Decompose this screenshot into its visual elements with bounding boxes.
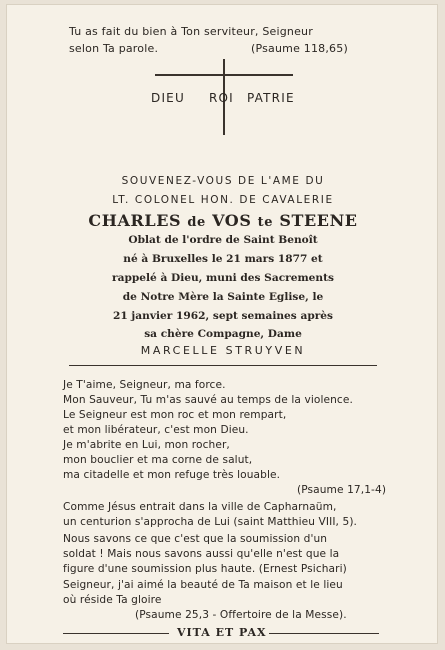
- psalm-line-6: mon bouclier et ma corne de salut,: [63, 454, 253, 466]
- footer-rule-right: [269, 633, 379, 634]
- motto-left: DIEU: [151, 91, 185, 105]
- dedication-line-1: SOUVENEZ-VOUS DE L'AME DU: [121, 175, 325, 187]
- deceased-last-name-2: STEENE: [279, 211, 358, 230]
- bio-line-3: rappelé à Dieu, muni des Sacrements: [112, 272, 334, 284]
- bio-line-6: sa chère Compagne, Dame: [144, 328, 302, 340]
- bio-line-1: Oblat de l'ordre de Saint Benoît: [128, 234, 318, 246]
- jesus-line-2: un centurion s'approcha de Lui (saint Matthieu VIII, 5).: [63, 516, 358, 528]
- psalm-line-2: Mon Sauveur, Tu m'as sauvé au temps de la violence.: [63, 394, 353, 406]
- footer-motto: VITA ET PAX: [177, 626, 267, 639]
- deceased-first-name: CHARLES: [88, 211, 182, 230]
- psichari-line-3: figure d'une soumission plus haute. (Ernest Psichari): [63, 563, 347, 575]
- cross-horizontal: [155, 74, 293, 76]
- psalm-reference: (Psaume 17,1-4): [297, 484, 387, 496]
- deceased-last-name: VOS: [212, 211, 252, 230]
- motto-right: PATRIE: [247, 91, 295, 105]
- memorial-card: [6, 4, 438, 644]
- top-verse-reference: (Psaume 118,65): [251, 42, 348, 55]
- deceased-particle: de: [187, 215, 206, 230]
- seigneur-line-2: où réside Ta gloire: [63, 594, 162, 606]
- deceased-name: [7, 211, 439, 230]
- deceased-particle-2: te: [257, 215, 274, 230]
- seigneur-line-1: Seigneur, j'ai aimé la beauté de Ta maison et le lieu: [63, 579, 343, 591]
- jesus-line-1: Comme Jésus entrait dans la ville de Capharnaüm,: [63, 501, 337, 513]
- top-verse-line-1: Tu as fait du bien à Ton serviteur, Seigneur: [69, 25, 313, 38]
- bio-line-2: né à Bruxelles le 21 mars 1877 et: [123, 253, 323, 265]
- psalm-line-4: et mon libérateur, c'est mon Dieu.: [63, 424, 249, 436]
- psalm-line-3: Le Seigneur est mon roc et mon rempart,: [63, 409, 287, 421]
- top-verse-line-2: selon Ta parole.: [69, 42, 159, 55]
- psalm-line-1: Je T'aime, Seigneur, ma force.: [63, 379, 226, 391]
- motto-center: ROI: [209, 91, 234, 105]
- bio-line-4: de Notre Mère la Sainte Eglise, le: [122, 291, 324, 303]
- psalm-line-5: Je m'abrite en Lui, mon rocher,: [63, 439, 230, 451]
- psichari-line-1: Nous savons ce que c'est que la soumission d'un: [63, 533, 328, 545]
- seigneur-reference: (Psaume 25,3 - Offertoire de la Messe).: [135, 609, 347, 621]
- bio-line-5: 21 janvier 1962, sept semaines après: [112, 310, 334, 322]
- dedication-line-2: LT. COLONEL HON. DE CAVALERIE: [112, 194, 334, 206]
- psalm-line-7: ma citadelle et mon refuge très louable.: [63, 469, 281, 481]
- widow-name: MARCELLE STRUYVEN: [140, 344, 306, 357]
- footer-rule-left: [63, 633, 169, 634]
- psichari-line-2: soldat ! Mais nous savons aussi qu'elle n'est que la: [63, 548, 340, 560]
- divider: [69, 365, 377, 366]
